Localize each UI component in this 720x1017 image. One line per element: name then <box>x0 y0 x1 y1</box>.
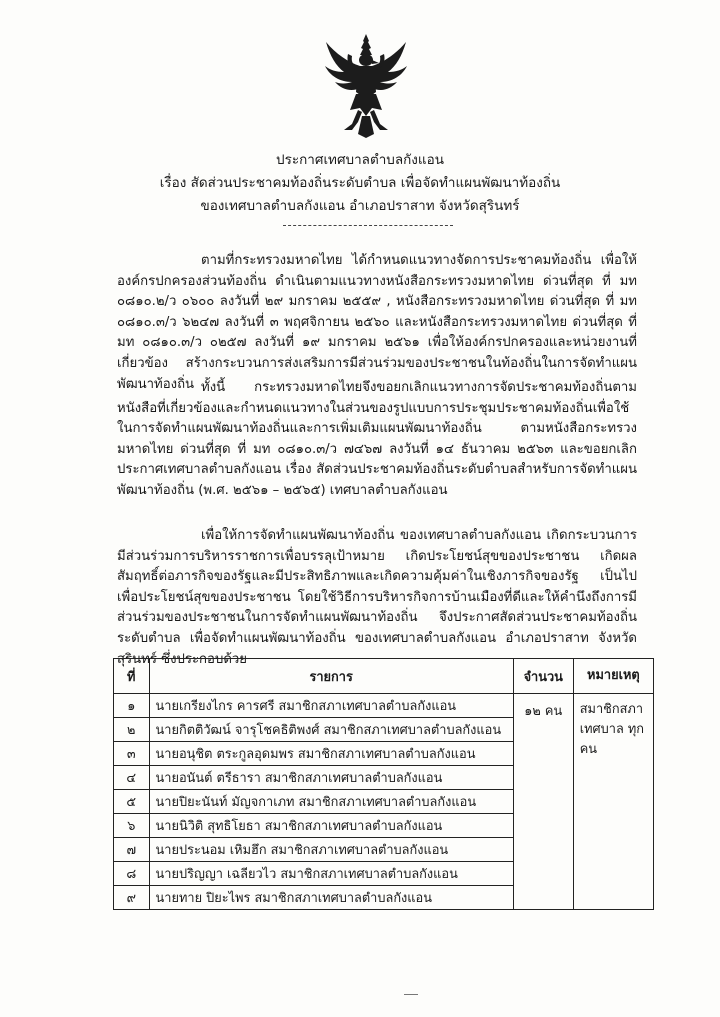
paragraph-2-text: ทั้งนี้ กระทรวงมหาดไทยจึงขอยกเลิกแนวทางการจัดประชาคมท้องถิ่นตามหนังสือที่เกี่ยวข้องและกำหนดแนวทางในส่วนของรูปแบบการประชุมประชาคมท้องถิ่นเพื่อใช้ในการจัดทำแผนพัฒนาท้องถิ่นและการเพิ่มเติมแผนพัฒนาท้องถิ่น ตามหนังสือกระทรวงมหาดไทย ด่วนที่สุด ที่ มท ๐๘๑๐.๓/ว ๗๔๖๗ ลงวันที่ ๑๔ ธันวาคม ๒๕๖๓ และขอยกเลิกประกาศเทศบาลตำบลกังแอน เรื่อง สัดส่วนประชาคมท้องถิ่นระดับตำบลสำหรับการจัดทำแผนพัฒนาท้องถิ่น (พ.ศ. ๒๕๖๑ – ๒๕๖๕) เทศบาลตำบลกังแอน <box>117 380 637 498</box>
row-number: ๓ <box>114 742 150 766</box>
header-divider <box>283 225 453 226</box>
page-footer-mark <box>404 994 418 995</box>
table-header-row <box>114 659 654 694</box>
row-name: นายกิตติวัฒน์ จารุโชคธิติพงศ์ สมาชิกสภาเทศบาลตำบลกังแอน <box>149 718 513 742</box>
paragraph-1 <box>117 251 637 395</box>
row-name: นายเกรียงไกร คารศรี สมาชิกสภาเทศบาลตำบลกังแอน <box>149 694 513 718</box>
remark: สมาชิกสภาเทศบาล ทุกคน <box>573 694 653 910</box>
row-name: นายปิยะนันท์ มัญจกาเภท สมาชิกสภาเทศบาลตำบลกังแอน <box>149 790 513 814</box>
paragraph-3-text: เพื่อให้การจัดทำแผนพัฒนาท้องถิ่น ของเทศบาลตำบลกังแอน เกิดกระบวนการมีส่วนร่วมการบริหารราชการเพื่อบรรลุเป้าหมาย เกิดประโยชน์สุขของประชาชน เกิดผลสัมฤทธิ์ต่อภารกิจของรัฐและมีประสิทธิภาพและเกิดความคุ้มค่าในเชิงภารกิจของรัฐ เป็นไปเพื่อประโยชน์สุขของประชาชน โดยใช้วิธีการบริหารกิจการบ้านเมืองที่ดีและให้คำนึงถึงการมีส่วนร่วมของประชาชนในการจัดทำแผนพัฒนาท้องถิ่น จึงประกาศสัดส่วนประชาคมท้องถิ่นระดับตำบล เพื่อจัดทำแผนพัฒนาท้องถิ่น ของเทศบาลตำบลกังแอน อำเภอปราสาท จังหวัดสุรินทร์ ซึ่งประกอบด้วย <box>117 528 637 667</box>
announcement-subject: เรื่อง สัดส่วนประชาคมท้องถิ่นระดับตำบล เพื่อจัดทำแผนพัฒนาท้องถิ่น <box>159 175 561 191</box>
row-number: ๒ <box>114 718 150 742</box>
paragraph-1-text: ตามที่กระทรวงมหาดไทย ได้กำหนดแนวทางจัดการประชาคมท้องถิ่น เพื่อให้องค์กรปกครองส่วนท้องถิ่น ดำเนินตามแนวทางหนังสือกระทรวงมหาดไทย ด่วนที่สุด ที่ มท ๐๘๑๐.๒/ว ๐๖๐๐ ลงวันที่ ๒๙ มกราคม ๒๕๕๙ , หนังสือกระทรวงมหาดไทย ด่วนที่สุด ที่ มท ๐๘๑๐.๓/ว ๖๒๔๗ ลงวันที่ ๓ พฤศจิกายน ๒๕๖๐ และหนังสือกระทรวงมหาดไทย ด่วนที่สุด ที่ มท ๐๘๑๐.๓/ว ๐๒๕๗ ลงวันที่ ๑๙ มกราคม ๒๕๖๑ เพื่อให้องค์กรปกครองและหน่วยงานที่เกี่ยวข้อง สร้างกระบวนการส่งเสริมการมีส่วนร่วมของประชาชนในท้องถิ่นในการจัดทำแผนพัฒนาท้องถิ่น <box>117 253 637 392</box>
row-number: ๗ <box>114 838 150 862</box>
table-row <box>114 694 654 718</box>
col-header-no: ที่ <box>114 659 150 694</box>
row-name: นายปริญญา เฉลียวไว สมาชิกสภาเทศบาลตำบลกังแอน <box>149 862 513 886</box>
members-table <box>113 658 654 910</box>
row-number: ๘ <box>114 862 150 886</box>
paragraph-3 <box>117 526 637 670</box>
row-name: นายอนันต์ ตรีธารา สมาชิกสภาเทศบาลตำบลกังแอน <box>149 766 513 790</box>
row-name: นายอนุชิต ตระกูลอุดมพร สมาชิกสภาเทศบาลตำบลกังแอน <box>149 742 513 766</box>
row-name: นายนิวิติ สุทธิโยธา สมาชิกสภาเทศบาลตำบลกังแอน <box>149 814 513 838</box>
row-number: ๙ <box>114 886 150 910</box>
total-amount: ๑๒ คน <box>513 694 573 910</box>
row-number: ๖ <box>114 814 150 838</box>
row-number: ๔ <box>114 766 150 790</box>
row-name: นายทาย ปิยะไพร สมาชิกสภาเทศบาลตำบลกังแอน <box>149 886 513 910</box>
row-name: นายประนอม เหิมฮึก สมาชิกสภาเทศบาลตำบลกังแอน <box>149 838 513 862</box>
row-number: ๑ <box>114 694 150 718</box>
paragraph-2 <box>117 378 637 502</box>
col-header-amount: จำนวน <box>513 659 573 694</box>
row-number: ๕ <box>114 790 150 814</box>
col-header-item: รายการ <box>149 659 513 694</box>
col-header-note: หมายเหตุ <box>573 659 653 694</box>
announcement-title: ประกาศเทศบาลตำบลกังแอน <box>276 152 444 168</box>
garuda-emblem-icon <box>322 32 410 140</box>
announcement-subject-line2: ของเทศบาลตำบลกังแอน อำเภอปราสาท จังหวัดสุรินทร์ <box>200 198 520 214</box>
